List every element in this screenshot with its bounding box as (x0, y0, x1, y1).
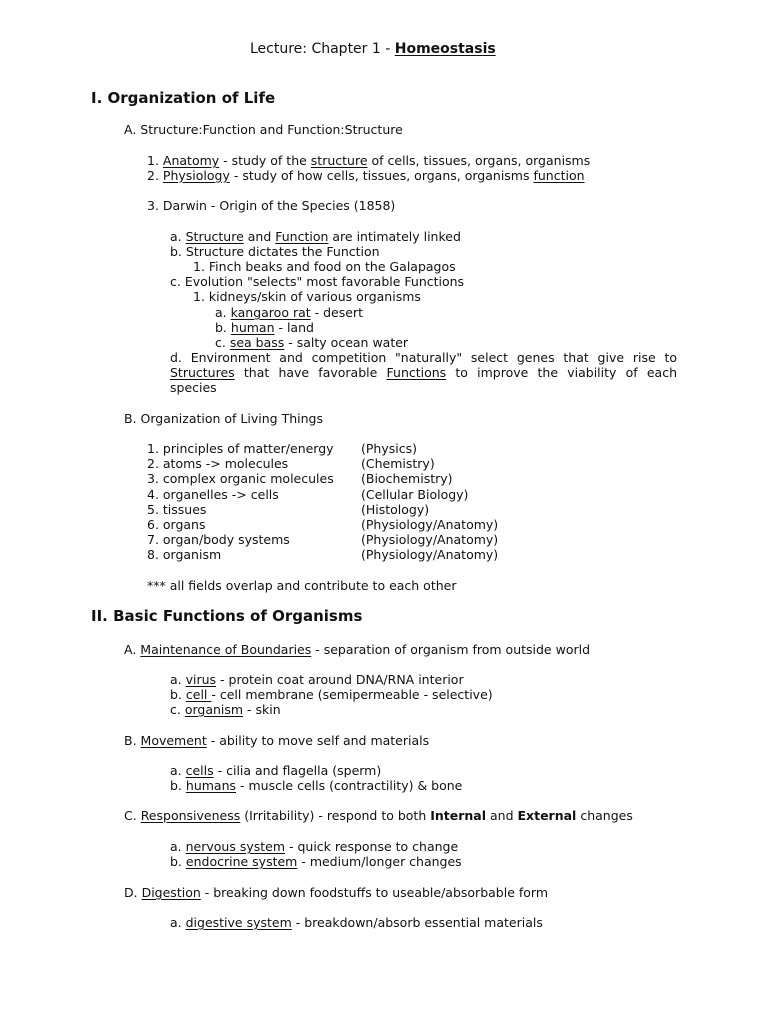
item-anatomy: 1. Anatomy - study of the structure of cells, tissues, organs, organisms (147, 153, 591, 168)
level-field: (Physiology/Anatomy) (361, 517, 499, 532)
movement-b: b. humans - muscle cells (contractility) & bone (170, 778, 463, 793)
darwin-c1c: c. sea bass - salty ocean water (215, 335, 409, 350)
item-physiology: 2. Physiology - study of how cells, tissues, organs, organisms function (147, 168, 585, 183)
subsection-1b: B. Organization of Living Things (124, 411, 323, 426)
title-homeostasis: Homeostasis (394, 41, 496, 57)
level-field: (Histology) (361, 502, 430, 517)
boundaries-b: b. cell - cell membrane (semipermeable - selective) (170, 687, 493, 702)
level-item: 3. complex organic molecules (147, 471, 334, 486)
digestion-a: a. digestive system - breakdown/absorb essential materials (170, 915, 543, 930)
section-2-heading: II. Basic Functions of Organisms (91, 607, 363, 625)
level-field: (Physiology/Anatomy) (361, 547, 499, 562)
subsection-1a: A. Structure:Function and Function:Structure (124, 122, 403, 137)
level-item: 2. atoms -> molecules (147, 456, 289, 471)
level-item: 1. principles of matter/energy (147, 441, 334, 456)
level-field: (Cellular Biology) (361, 487, 469, 502)
overlap-note: *** all fields overlap and contribute to each other (147, 578, 457, 593)
movement-a: a. cells - cilia and flagella (sperm) (170, 763, 382, 778)
responsiveness-b: b. endocrine system - medium/longer changes (170, 854, 462, 869)
level-item: 5. tissues (147, 502, 207, 517)
level-field: (Biochemistry) (361, 471, 453, 486)
darwin-b1: 1. Finch beaks and food on the Galapagos (193, 259, 456, 274)
section-1-heading: I. Organization of Life (91, 89, 276, 107)
level-item: 4. organelles -> cells (147, 487, 279, 502)
level-field: (Physiology/Anatomy) (361, 532, 499, 547)
function-movement: B. Movement - ability to move self and materials (124, 733, 430, 748)
function-responsiveness: C. Responsiveness (Irritability) - respond to both Internal and External changes (124, 808, 633, 823)
level-item: 7. organ/body systems (147, 532, 290, 547)
darwin-c1: 1. kidneys/skin of various organisms (193, 289, 421, 304)
level-item: 8. organism (147, 547, 222, 562)
darwin-d: d. Environment and competition "naturally" select genes that give rise to Structures that have favorable Functions to improve the viability of each species (170, 350, 677, 395)
boundaries-a: a. virus - protein coat around DNA/RNA interior (170, 672, 464, 687)
darwin-c: c. Evolution "selects" most favorable Functions (170, 274, 465, 289)
level-field: (Physics) (361, 441, 417, 456)
responsiveness-a: a. nervous system - quick response to change (170, 839, 459, 854)
darwin-c1b: b. human - land (215, 320, 314, 335)
item-darwin: 3. Darwin - Origin of the Species (1858) (147, 198, 396, 213)
page-title: Lecture: Chapter 1 - Homeostasis (250, 41, 496, 57)
darwin-a: a. Structure and Function are intimately linked (170, 229, 461, 244)
level-item: 6. organs (147, 517, 206, 532)
darwin-b: b. Structure dictates the Function (170, 244, 380, 259)
level-field: (Chemistry) (361, 456, 435, 471)
function-boundaries: A. Maintenance of Boundaries - separation of organism from outside world (124, 642, 591, 657)
boundaries-c: c. organism - skin (170, 702, 281, 717)
function-digestion: D. Digestion - breaking down foodstuffs to useable/absorbable form (124, 885, 549, 900)
darwin-c1a: a. kangaroo rat - desert (215, 305, 363, 320)
